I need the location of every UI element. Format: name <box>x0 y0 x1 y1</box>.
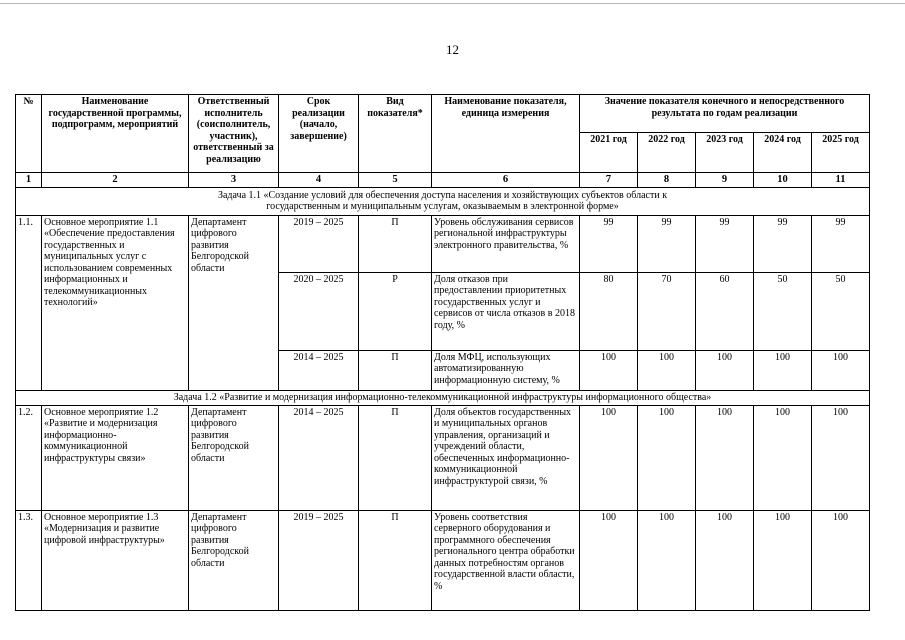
value-cell: 100 <box>638 405 696 510</box>
col-number: 2 <box>42 173 189 188</box>
value-cell: 50 <box>812 272 870 350</box>
header-year: 2021 год <box>580 133 638 173</box>
value-cell: 100 <box>580 350 638 390</box>
row-number: 1.3. <box>16 510 42 610</box>
term: 2019 – 2025 <box>279 215 359 272</box>
executor: Департамент цифрового развития Белгородской области <box>189 405 279 510</box>
col-number: 8 <box>638 173 696 188</box>
value-cell: 100 <box>812 510 870 610</box>
task-heading: Задача 1.2 «Развитие и модернизация информационно-телекоммуникационной инфраструктуры информационного общества» <box>16 390 870 405</box>
value-cell: 99 <box>696 215 754 272</box>
header-year: 2023 год <box>696 133 754 173</box>
page-number: 12 <box>446 42 459 57</box>
term: 2020 – 2025 <box>279 272 359 350</box>
row-number: 1.1. <box>16 215 42 390</box>
activity-name: Основное мероприятие 1.2 «Развитие и модернизация информационно-коммуникационной инфраструктуры связи» <box>42 405 189 510</box>
value-cell: 99 <box>812 215 870 272</box>
col-number: 3 <box>189 173 279 188</box>
value-cell: 100 <box>638 510 696 610</box>
indicator-name: Доля МФЦ, использующих автоматизированную информационную систему, % <box>432 350 580 390</box>
indicator-type: П <box>359 350 432 390</box>
executor: Департамент цифрового развития Белгородской области <box>189 215 279 390</box>
activity-name: Основное мероприятие 1.1 «Обеспечение предоставления государственных и муниципальных услуг с использованием современных информационных и телекоммуникационных технологий» <box>42 215 189 390</box>
value-cell: 99 <box>580 215 638 272</box>
header-values-group: Значение показателя конечного и непосредственного результата по годам реализации <box>580 95 870 133</box>
value-cell: 99 <box>754 215 812 272</box>
value-cell: 100 <box>580 510 638 610</box>
header-year: 2025 год <box>812 133 870 173</box>
value-cell: 100 <box>812 350 870 390</box>
row-number: 1.2. <box>16 405 42 510</box>
indicator-name: Доля объектов государственных и муниципальных органов управления, организаций и учреждений области, обеспеченных информационно-коммуникационной инфраструктурой связи, % <box>432 405 580 510</box>
header-year: 2024 год <box>754 133 812 173</box>
value-cell: 50 <box>754 272 812 350</box>
activity-name: Основное мероприятие 1.3 «Модернизация и развитие цифровой инфраструктуры» <box>42 510 189 610</box>
col-number: 9 <box>696 173 754 188</box>
value-cell: 99 <box>638 215 696 272</box>
header-year: 2022 год <box>638 133 696 173</box>
indicators-table <box>15 94 870 611</box>
value-cell: 100 <box>696 510 754 610</box>
header-term: Срок реализации (начало, завершение) <box>279 95 359 173</box>
value-cell: 100 <box>754 510 812 610</box>
col-number: 11 <box>812 173 870 188</box>
value-cell: 100 <box>638 350 696 390</box>
indicator-name: Уровень обслуживания сервисов региональной инфраструктуры электронного правительства, % <box>432 215 580 272</box>
header-type: Вид показателя* <box>359 95 432 173</box>
indicator-type: П <box>359 405 432 510</box>
value-cell: 100 <box>696 405 754 510</box>
header-indicator: Наименование показателя, единица измерения <box>432 95 580 173</box>
col-number: 5 <box>359 173 432 188</box>
value-cell: 100 <box>812 405 870 510</box>
value-cell: 60 <box>696 272 754 350</box>
indicator-name: Доля отказов при предоставлении приоритетных государственных услуг и сервисов от числа отказов в 2018 году, % <box>432 272 580 350</box>
value-cell: 100 <box>696 350 754 390</box>
term: 2014 – 2025 <box>279 405 359 510</box>
col-number: 1 <box>16 173 42 188</box>
executor: Департамент цифрового развития Белгородской области <box>189 510 279 610</box>
term: 2014 – 2025 <box>279 350 359 390</box>
col-number: 4 <box>279 173 359 188</box>
indicator-type: Р <box>359 272 432 350</box>
value-cell: 100 <box>754 405 812 510</box>
col-number: 6 <box>432 173 580 188</box>
header-name: Наименование государственной программы, подпрограмм, мероприятий <box>42 95 189 173</box>
col-number: 7 <box>580 173 638 188</box>
indicator-type: П <box>359 215 432 272</box>
value-cell: 80 <box>580 272 638 350</box>
value-cell: 70 <box>638 272 696 350</box>
indicator-name: Уровень соответствия серверного оборудования и программного обеспечения регионального центра обработки данных потребностям органов государственной власти области, % <box>432 510 580 610</box>
indicator-type: П <box>359 510 432 610</box>
term: 2019 – 2025 <box>279 510 359 610</box>
task-heading: Задача 1.1 «Создание условий для обеспечения доступа населения и хозяйствующих субъектов области к государственным и муниципальным услугам, оказываемым в электронной форме» <box>16 187 870 215</box>
col-number: 10 <box>754 173 812 188</box>
value-cell: 100 <box>580 405 638 510</box>
header-executor: Ответственный исполнитель (соисполнитель, участник), ответственный за реализацию <box>189 95 279 173</box>
header-no: № <box>16 95 42 173</box>
top-rule <box>0 3 905 4</box>
value-cell: 100 <box>754 350 812 390</box>
